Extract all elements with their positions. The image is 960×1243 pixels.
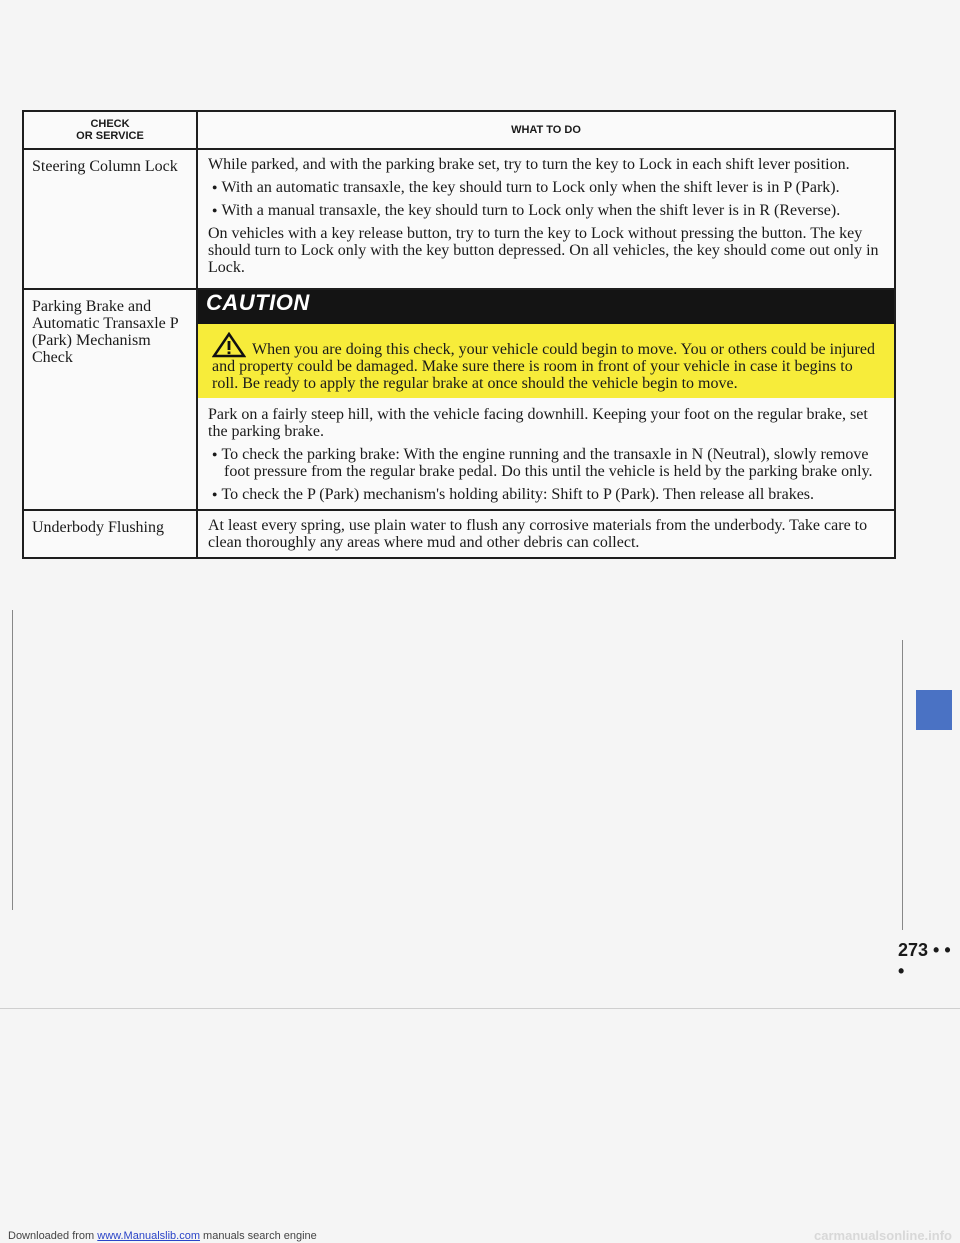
- row-label: Underbody Flushing: [24, 511, 198, 557]
- table-row-steering: [24, 150, 894, 290]
- table-header-row: [24, 112, 894, 150]
- bullet-item: ● With an automatic transaxle, the key should turn to Lock only when the shift lever is in P (Park).: [208, 179, 884, 196]
- table-row-underbody: [24, 511, 894, 557]
- bullet-item: ● With a manual transaxle, the key should turn to Lock only when the shift lever is in R (Reverse).: [208, 202, 884, 219]
- download-footer: [8, 1230, 317, 1242]
- table-row-parking-brake: [24, 290, 894, 511]
- maintenance-table: [22, 110, 896, 559]
- caution-body: [198, 324, 894, 398]
- row-intro: At least every spring, use plain water to flush any corrosive materials from the underbody. Take care to clean thoroughly any areas where mud and other debris can collect.: [208, 517, 868, 551]
- watermark-text: carmanualsonline.info: [814, 1228, 952, 1243]
- header-what-to-do: WHAT TO DO: [511, 124, 581, 136]
- row-content: [198, 290, 894, 509]
- caution-box: [198, 290, 894, 398]
- section-tab-marker: [916, 690, 952, 730]
- row-intro: Park on a fairly steep hill, with the vehicle facing downhill. Keeping your foot on the regular brake, set the parking brake.: [208, 406, 868, 440]
- header-check-or-service: [24, 112, 198, 148]
- caution-title: CAUTION: [198, 290, 894, 324]
- margin-rule-left: [12, 610, 13, 910]
- bullet-item: ● To check the P (Park) mechanism's holding ability: Shift to P (Park). Then release all brakes.: [208, 486, 884, 503]
- header-check-line2: OR SERVICE: [76, 130, 144, 142]
- row-outro: On vehicles with a key release button, try to turn the key to Lock without pressing the button. The key should turn to Lock only with the key button depressed. On all vehicles, the key should come out only in Lock.: [208, 225, 879, 276]
- row-intro: While parked, and with the parking brake set, try to turn the key to Lock in each shift lever position.: [208, 156, 850, 173]
- manualslib-link[interactable]: www.Manualslib.com: [97, 1230, 200, 1242]
- page-number: 273 • • •: [898, 940, 951, 981]
- warning-triangle-icon: [212, 332, 246, 358]
- margin-rule-right: [902, 640, 903, 930]
- row-label: Parking Brake and Automatic Transaxle P (Park) Mechanism Check: [24, 290, 198, 509]
- divider: [0, 1008, 960, 1009]
- row-content: [198, 150, 894, 288]
- row-content: [198, 511, 894, 557]
- footer-prefix: Downloaded from: [8, 1230, 95, 1242]
- row-label: Steering Column Lock: [24, 150, 198, 288]
- bullet-item: ● To check the parking brake: With the engine running and the transaxle in N (Neutral), slowly remove foot pressure from the regular brake pedal. Do this until the vehicle is held by the parking brake only.: [208, 446, 884, 480]
- header-check-line1: CHECK: [90, 118, 130, 130]
- caution-text: When you are doing this check, your vehicle could begin to move. You or others could be injured and property could be damaged. Make sure there is room in front of your vehicle in case it begins to roll. Be ready to apply the regular brake at once should the vehicle begin to move.: [212, 341, 875, 392]
- footer-suffix: manuals search engine: [203, 1230, 317, 1242]
